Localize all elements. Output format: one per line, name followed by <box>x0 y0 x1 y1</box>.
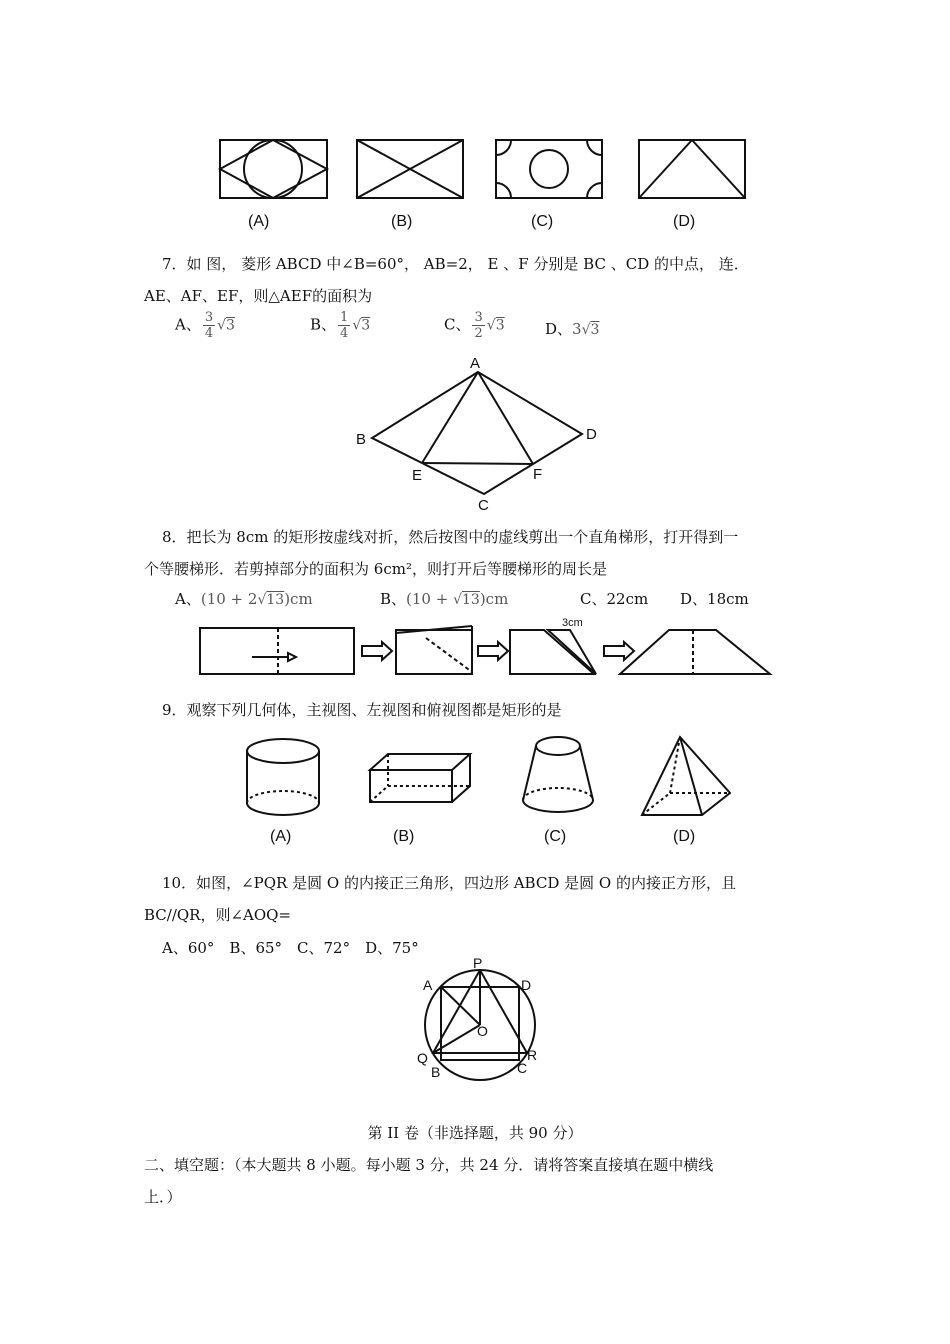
q6-label-c: (C) <box>531 213 554 230</box>
section2-title: 第 II 卷（非选择题，共 90 分） <box>367 1124 583 1142</box>
q6-figure-c <box>495 139 605 201</box>
q7-label-d: D <box>586 426 597 443</box>
q6-label-d: (D) <box>673 213 696 230</box>
q7-label-f: F <box>533 466 543 483</box>
q7-option-c: C、 $\frac{3}{2}$ √3 <box>444 310 505 341</box>
q10-label-r: R <box>527 1047 538 1063</box>
q10-label-c: C <box>517 1060 528 1076</box>
q10-options: A、60° B、65° C、72° D、75° <box>162 939 419 957</box>
q9-label-c: (C) <box>544 828 567 845</box>
q7-label-e: E <box>412 467 423 484</box>
q8-label-3cm: 3cm <box>562 617 583 629</box>
q9-pyramid <box>640 735 735 820</box>
q9-label-a: (A) <box>270 828 292 845</box>
q10-label-a: A <box>423 977 433 993</box>
section2-heading-line2: 上．） <box>144 1188 182 1206</box>
q9-cylinder <box>245 735 325 820</box>
q6-label-a: (A) <box>248 213 270 230</box>
q10-label-o: O <box>477 1023 488 1039</box>
q9-label-b: (B) <box>393 828 415 845</box>
q10-label-q: Q <box>417 1050 428 1066</box>
q9-label-d: (D) <box>673 828 696 845</box>
q6-figure-b <box>356 139 466 201</box>
q9-cuboid <box>368 752 473 804</box>
q8-fold-figure <box>196 617 776 680</box>
q10-label-d: D <box>521 977 532 993</box>
q7-option-d: D、3√3 <box>545 320 600 338</box>
q10-label-b: B <box>431 1064 441 1080</box>
q7-label-b: B <box>356 431 367 448</box>
q10-stem-line2: BC//QR，则∠AOQ= <box>144 906 292 924</box>
q6-figure-a <box>219 139 329 201</box>
q9-frustum <box>520 732 600 820</box>
q10-circle-figure <box>413 955 548 1085</box>
q6-figure-d <box>638 139 748 201</box>
q10-stem-line1: 10．如图，∠PQR 是圆 O 的内接正三角形，四边形 ABCD 是圆 O 的内接正方形，且 <box>162 874 736 892</box>
q8-option-a: A、(10 + 2√13)cm <box>175 590 313 608</box>
q7-label-a: A <box>470 355 481 372</box>
q10-label-p: P <box>473 955 483 971</box>
q8-stem-line2: 个等腰梯形．若剪掉部分的面积为 6cm²，则打开后等腰梯形的周长是 <box>144 560 607 578</box>
q7-stem-line2: AE、AF、EF，则△AEF的面积为 <box>144 287 373 305</box>
q8-option-c: C、22cm <box>580 590 649 608</box>
section2-heading-line1: 二、填空题：（本大题共 8 小题。每小题 3 分，共 24 分．请将答案直接填在题中横线 <box>144 1156 714 1174</box>
q8-option-d: D、18cm <box>680 590 749 608</box>
q7-label-c: C <box>478 497 489 514</box>
q7-option-a: A、 $\frac{3}{4}$ √3 <box>175 310 235 341</box>
q7-stem-line1: 7．如 图， 菱形 ABCD 中∠B=60°， AB=2， E 、F 分别是 BC 、CD 的中点， 连． <box>162 255 749 273</box>
q8-stem-line1: 8．把长为 8cm 的矩形按虚线对折，然后按图中的虚线剪出一个直角梯形，打开得到一 <box>162 528 739 546</box>
q6-label-b: (B) <box>391 213 413 230</box>
q9-stem: 9．观察下列几何体，主视图、左视图和俯视图都是矩形的是 <box>162 701 562 719</box>
q7-option-b: B、 $\frac{1}{4}$ √3 <box>310 310 371 341</box>
q7-rhombus-figure <box>350 352 610 517</box>
q8-option-b: B、(10 + √13)cm <box>380 590 509 608</box>
